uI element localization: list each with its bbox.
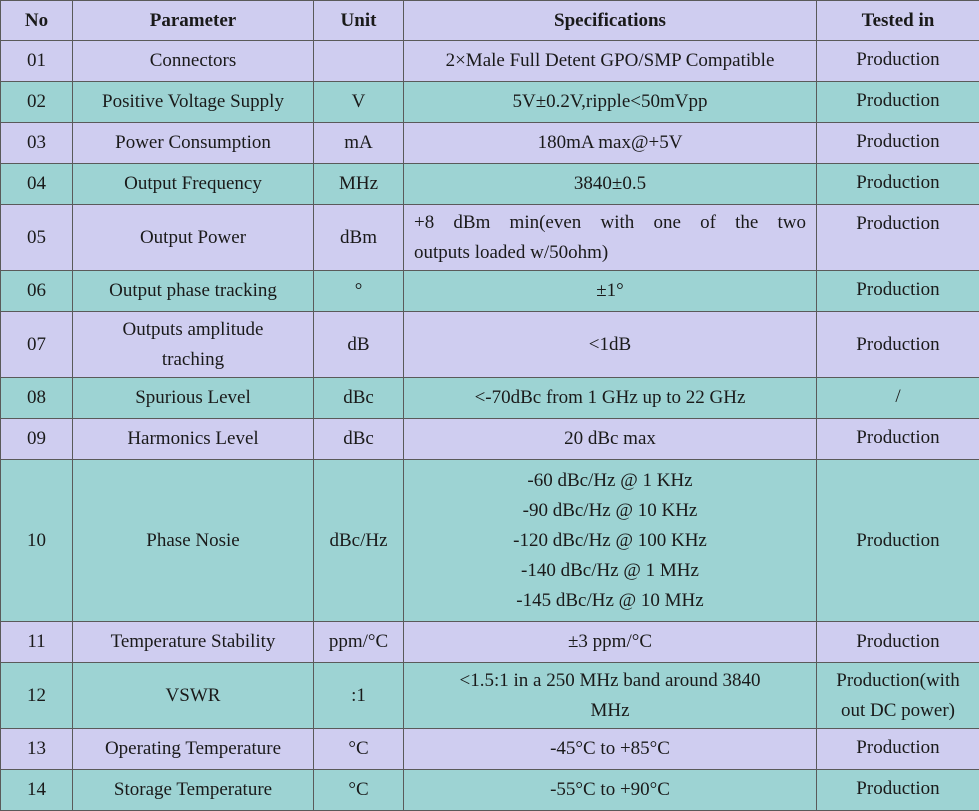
table-row bbox=[1, 123, 979, 164]
header-no: No bbox=[1, 1, 73, 41]
cell-no: 06 bbox=[1, 271, 73, 312]
tested-line: Production(with bbox=[821, 666, 975, 696]
cell-spec bbox=[404, 460, 817, 622]
cell-unit: ppm/°C bbox=[314, 622, 404, 663]
table-row bbox=[1, 622, 979, 663]
cell-no: 05 bbox=[1, 205, 73, 271]
spec-line: 2×Male Full Detent GPO/SMP Compatible bbox=[408, 46, 812, 76]
cell-spec bbox=[404, 205, 817, 271]
cell-spec bbox=[404, 622, 817, 663]
table-row bbox=[1, 164, 979, 205]
cell-spec bbox=[404, 82, 817, 123]
cell-unit: ° bbox=[314, 271, 404, 312]
table-row bbox=[1, 770, 979, 811]
cell-parameter: Storage Temperature bbox=[73, 770, 314, 811]
cell-parameter: Temperature Stability bbox=[73, 622, 314, 663]
cell-unit: dBc bbox=[314, 419, 404, 460]
cell-unit: °C bbox=[314, 729, 404, 770]
cell-no: 14 bbox=[1, 770, 73, 811]
cell-no: 02 bbox=[1, 82, 73, 123]
cell-parameter: Connectors bbox=[73, 41, 314, 82]
tested-line: Production bbox=[821, 774, 975, 804]
spec-line: 180mA max@+5V bbox=[408, 128, 812, 158]
table-row bbox=[1, 41, 979, 82]
cell-unit: dBc/Hz bbox=[314, 460, 404, 622]
cell-unit: dBc bbox=[314, 378, 404, 419]
table-row bbox=[1, 663, 979, 729]
cell-tested bbox=[817, 82, 979, 123]
spec-line: -120 dBc/Hz @ 100 KHz bbox=[408, 526, 812, 556]
cell-no: 03 bbox=[1, 123, 73, 164]
cell-spec bbox=[404, 419, 817, 460]
cell-parameter: Output Power bbox=[73, 205, 314, 271]
cell-no: 11 bbox=[1, 622, 73, 663]
cell-no: 01 bbox=[1, 41, 73, 82]
cell-parameter: Spurious Level bbox=[73, 378, 314, 419]
parameter-line: Outputs amplitude bbox=[77, 315, 309, 345]
spec-line: 3840±0.5 bbox=[408, 169, 812, 199]
cell-unit: dB bbox=[314, 312, 404, 378]
tested-line: Production bbox=[821, 733, 975, 763]
cell-tested bbox=[817, 770, 979, 811]
cell-spec bbox=[404, 312, 817, 378]
cell-tested bbox=[817, 663, 979, 729]
cell-spec bbox=[404, 770, 817, 811]
cell-unit: MHz bbox=[314, 164, 404, 205]
tested-line: out DC power) bbox=[821, 696, 975, 726]
tested-line: / bbox=[821, 382, 975, 412]
tested-line: Production bbox=[821, 275, 975, 305]
cell-parameter: Phase Nosie bbox=[73, 460, 314, 622]
header-unit: Unit bbox=[314, 1, 404, 41]
spec-line: -140 dBc/Hz @ 1 MHz bbox=[408, 556, 812, 586]
cell-tested bbox=[817, 41, 979, 82]
cell-tested bbox=[817, 312, 979, 378]
tested-line: Production bbox=[821, 45, 975, 75]
spec-line: -45°C to +85°C bbox=[408, 734, 812, 764]
spec-line: MHz bbox=[408, 696, 812, 726]
spec-line: ±3 ppm/°C bbox=[408, 627, 812, 657]
cell-spec bbox=[404, 41, 817, 82]
cell-tested bbox=[817, 460, 979, 622]
tested-line: Production bbox=[821, 423, 975, 453]
cell-unit: dBm bbox=[314, 205, 404, 271]
tested-line: Production bbox=[821, 209, 975, 239]
spec-line: outputs loaded w/50ohm) bbox=[414, 238, 806, 268]
cell-spec bbox=[404, 271, 817, 312]
tested-line: Production bbox=[821, 526, 975, 556]
cell-tested bbox=[817, 378, 979, 419]
cell-no: 07 bbox=[1, 312, 73, 378]
table-row bbox=[1, 82, 979, 123]
table-row bbox=[1, 419, 979, 460]
spec-line: <-70dBc from 1 GHz up to 22 GHz bbox=[408, 383, 812, 413]
cell-tested bbox=[817, 419, 979, 460]
spec-line: -60 dBc/Hz @ 1 KHz bbox=[408, 466, 812, 496]
spec-line: 20 dBc max bbox=[408, 424, 812, 454]
cell-no: 12 bbox=[1, 663, 73, 729]
cell-unit: mA bbox=[314, 123, 404, 164]
cell-unit bbox=[314, 41, 404, 82]
cell-parameter: Output Frequency bbox=[73, 164, 314, 205]
spec-line: -145 dBc/Hz @ 10 MHz bbox=[408, 586, 812, 616]
cell-tested bbox=[817, 622, 979, 663]
tested-line: Production bbox=[821, 86, 975, 116]
cell-tested bbox=[817, 271, 979, 312]
spec-line: -55°C to +90°C bbox=[408, 775, 812, 805]
table-row bbox=[1, 271, 979, 312]
tested-line: Production bbox=[821, 627, 975, 657]
header-parameter: Parameter bbox=[73, 1, 314, 41]
cell-no: 08 bbox=[1, 378, 73, 419]
header-tested-in: Tested in bbox=[817, 1, 979, 41]
cell-tested bbox=[817, 164, 979, 205]
cell-no: 13 bbox=[1, 729, 73, 770]
spec-line: -90 dBc/Hz @ 10 KHz bbox=[408, 496, 812, 526]
tested-line: Production bbox=[821, 330, 975, 360]
cell-unit: :1 bbox=[314, 663, 404, 729]
cell-unit: V bbox=[314, 82, 404, 123]
cell-parameter: Operating Temperature bbox=[73, 729, 314, 770]
header-specifications: Specifications bbox=[404, 1, 817, 41]
cell-no: 10 bbox=[1, 460, 73, 622]
table-row bbox=[1, 205, 979, 271]
cell-parameter: Harmonics Level bbox=[73, 419, 314, 460]
table-row bbox=[1, 729, 979, 770]
spec-line: <1dB bbox=[408, 330, 812, 360]
cell-spec bbox=[404, 729, 817, 770]
cell-no: 09 bbox=[1, 419, 73, 460]
cell-tested bbox=[817, 729, 979, 770]
cell-spec bbox=[404, 378, 817, 419]
cell-parameter: Output phase tracking bbox=[73, 271, 314, 312]
table-row bbox=[1, 312, 979, 378]
tested-line: Production bbox=[821, 127, 975, 157]
header-row bbox=[1, 1, 979, 41]
table-row bbox=[1, 460, 979, 622]
cell-parameter: VSWR bbox=[73, 663, 314, 729]
cell-parameter: Power Consumption bbox=[73, 123, 314, 164]
cell-unit: °C bbox=[314, 770, 404, 811]
spec-line: ±1° bbox=[408, 276, 812, 306]
spec-line: +8 dBm min(even with one of the two bbox=[414, 208, 806, 238]
cell-spec bbox=[404, 663, 817, 729]
tested-line: Production bbox=[821, 168, 975, 198]
cell-no: 04 bbox=[1, 164, 73, 205]
cell-tested bbox=[817, 205, 979, 271]
cell-tested bbox=[817, 123, 979, 164]
spec-line: 5V±0.2V,ripple<50mVpp bbox=[408, 87, 812, 117]
table-row bbox=[1, 378, 979, 419]
cell-spec bbox=[404, 123, 817, 164]
spec-line: <1.5:1 in a 250 MHz band around 3840 bbox=[408, 666, 812, 696]
cell-spec bbox=[404, 164, 817, 205]
cell-parameter: Positive Voltage Supply bbox=[73, 82, 314, 123]
parameter-line: traching bbox=[77, 345, 309, 375]
cell-parameter bbox=[73, 312, 314, 378]
